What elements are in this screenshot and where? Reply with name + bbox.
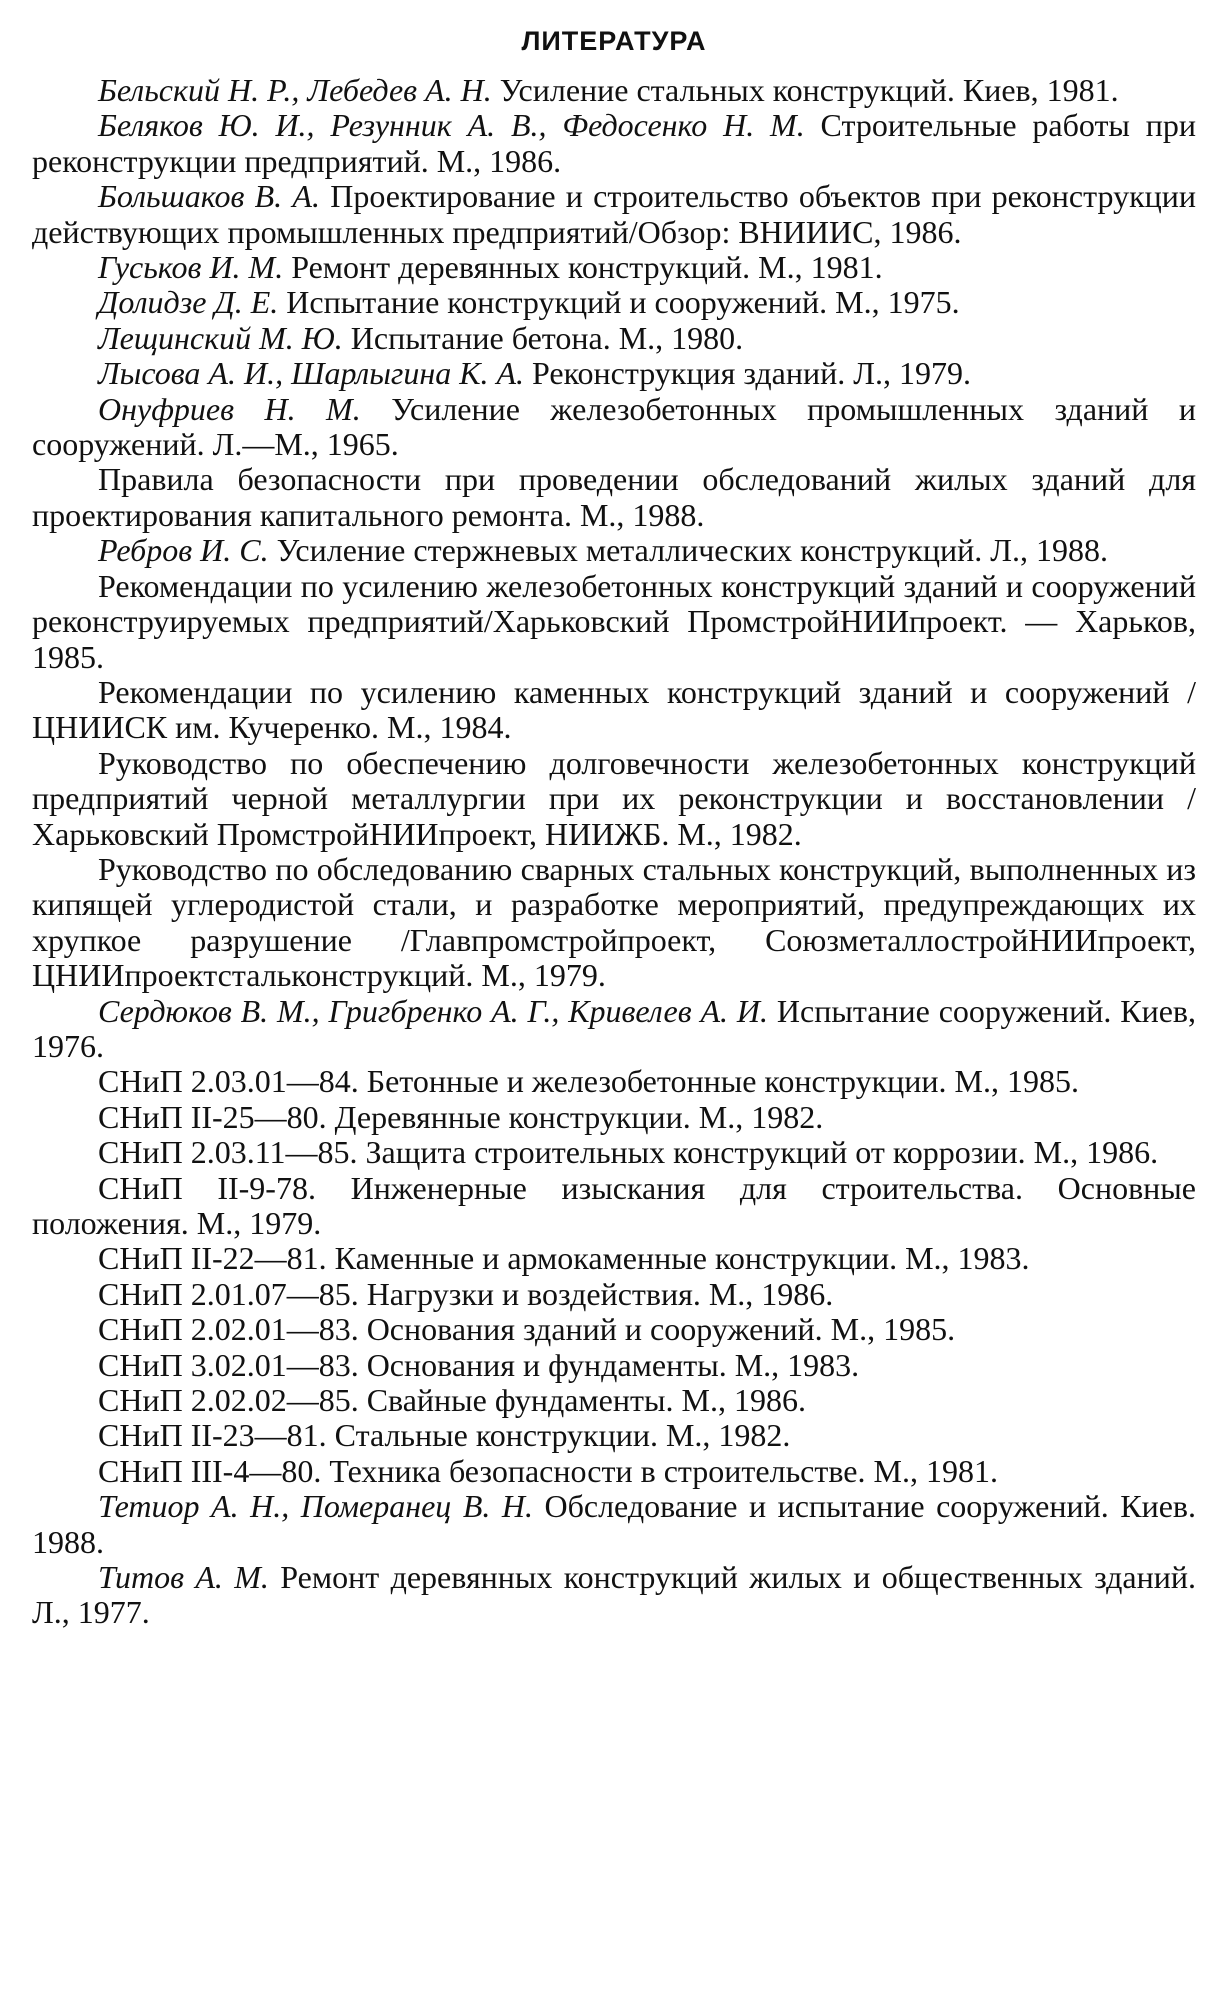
reference-text: СНиП III-4—80. Техника безопасности в строительстве. М., 1981.	[98, 1452, 998, 1489]
reference-text: Рекомендации по усилению каменных конструкций зданий и сооружений /ЦНИИСК им. Кучеренко. М., 1984.	[32, 673, 1196, 746]
reference-text: Испытание конструкций и сооружений. М., 1975.	[286, 284, 960, 321]
reference-text: Обследование и испытание сооружений. Киев. 1988.	[32, 1488, 1196, 1560]
reference-item	[32, 675, 1196, 746]
reference-authors: Онуфриев Н. М.	[98, 390, 392, 427]
reference-item	[32, 1100, 1196, 1135]
reference-item	[32, 285, 1196, 320]
reference-text: Строительные работы при реконструкции предприятий. М., 1986.	[32, 107, 1197, 179]
reference-text: Испытание бетона. М., 1980.	[350, 319, 744, 356]
reference-item	[32, 1489, 1196, 1560]
reference-authors: Лысова А. И., Шарлыгина К. А.	[98, 355, 533, 392]
reference-item	[32, 1064, 1196, 1099]
reference-item	[32, 533, 1196, 568]
reference-item	[32, 392, 1196, 463]
reference-text: СНиП 3.02.01—83. Основания и фундаменты. М., 1983.	[98, 1346, 860, 1383]
reference-authors: Бельский Н. Р., Лебедев А. Н.	[98, 72, 500, 108]
reference-item	[32, 356, 1196, 391]
reference-authors: Ребров И. С.	[98, 532, 277, 569]
reference-item	[32, 1418, 1196, 1453]
reference-item	[32, 1454, 1196, 1489]
reference-item	[32, 1135, 1196, 1170]
reference-text: СНиП 2.03.11—85. Защита строительных конструкций от коррозии. М., 1986.	[98, 1134, 1159, 1171]
reference-text: СНиП 2.02.02—85. Свайные фундаменты. М., 1986.	[98, 1382, 806, 1419]
reference-authors: Лещинский М. Ю.	[98, 319, 351, 356]
reference-authors: Беляков Ю. И., Резунник А. В., Федосенко Н. М.	[98, 107, 821, 144]
page-title: ЛИТЕРАТУРА	[521, 26, 707, 56]
reference-text: Руководство по обследованию сварных стальных конструкций, выполненных из кипящей углеродистой стали, и разработке мероприятий, предупреждающих их хрупкое разрушение /Главпромстройпроект, СоюзметаллостройНИИпроект, ЦНИИпроектстальконструкций. М., 1979.	[32, 850, 1196, 994]
reference-item	[32, 1383, 1196, 1418]
reference-item	[32, 994, 1196, 1065]
reference-text: Рекомендации по усилению железобетонных конструкций зданий и сооружений реконструируемых предприятий/Харьковский ПромстройНИИпроект. — Харьков, 1985.	[32, 567, 1196, 675]
reference-authors: Титов А. М.	[98, 1559, 281, 1596]
reference-text: СНиП II-23—81. Стальные конструкции. М., 1982.	[98, 1417, 791, 1454]
reference-text: СНиП 2.03.01—84. Бетонные и железобетонные конструкции. М., 1985.	[98, 1063, 1079, 1100]
reference-authors: Большаков В. А.	[98, 178, 331, 215]
reference-text: Усиление стержневых металлических конструкций. Л., 1988.	[276, 532, 1108, 569]
reference-text: Испытание сооружений. Киев, 1976.	[32, 992, 1197, 1064]
reference-authors: Тетиор А. Н., Померанец В. Н.	[98, 1488, 545, 1525]
reference-text: СНиП 2.01.07—85. Нагрузки и воздействия. М., 1986.	[98, 1275, 834, 1312]
reference-list	[32, 73, 1196, 1631]
reference-item	[32, 746, 1196, 852]
reference-authors: Сердюков В. М., Григбренко А. Г., Кривелев А. И.	[98, 992, 777, 1029]
reference-authors: Гуськов И. М.	[98, 249, 292, 286]
reference-authors: Долидзе Д. Е.	[98, 284, 287, 321]
reference-text: Проектирование и строительство объектов при реконструкции действующих промышленных предприятий/Обзор: ВНИИИС, 1986.	[32, 178, 1197, 250]
reference-item	[32, 1241, 1196, 1276]
reference-item	[32, 1560, 1196, 1631]
reference-text: Ремонт деревянных конструкций. М., 1981.	[291, 249, 883, 286]
reference-text: СНиП II-22—81. Каменные и армокаменные конструкции. М., 1983.	[98, 1240, 1030, 1277]
reference-text: Усиление железобетонных промышленных зданий и сооружений. Л.—М., 1965.	[32, 390, 1197, 463]
reference-item	[32, 321, 1196, 356]
reference-item	[32, 1348, 1196, 1383]
reference-item	[32, 1171, 1196, 1242]
reference-item	[32, 73, 1196, 108]
reference-text: Реконструкция зданий. Л., 1979.	[532, 355, 971, 392]
reference-text: Правила безопасности при проведении обследований жилых зданий для проектирования капитального ремонта. М., 1988.	[32, 461, 1196, 533]
reference-text: Усиление стальных конструкций. Киев, 1981.	[499, 72, 1119, 108]
reference-item	[32, 462, 1196, 533]
reference-text: СНиП II-25—80. Деревянные конструкции. М., 1982.	[98, 1098, 824, 1135]
reference-item	[32, 179, 1196, 250]
reference-item	[32, 108, 1196, 179]
reference-item	[32, 569, 1196, 675]
reference-item	[32, 1277, 1196, 1312]
reference-text: СНиП II-9-78. Инженерные изыскания для строительства. Основные положения. М., 1979.	[32, 1169, 1196, 1241]
reference-text: Руководство по обеспечению долговечности железобетонных конструкций предприятий черной металлургии при их реконструкции и восстановлении /Харьковский ПромстройНИИпроект, НИИЖБ. М., 1982.	[32, 744, 1196, 852]
reference-text: СНиП 2.02.01—83. Основания зданий и сооружений. М., 1985.	[98, 1311, 956, 1348]
reference-item	[32, 1312, 1196, 1347]
reference-text: Ремонт деревянных конструкций жилых и общественных зданий. Л., 1977.	[32, 1559, 1197, 1631]
reference-item	[32, 250, 1196, 285]
reference-item	[32, 852, 1196, 994]
